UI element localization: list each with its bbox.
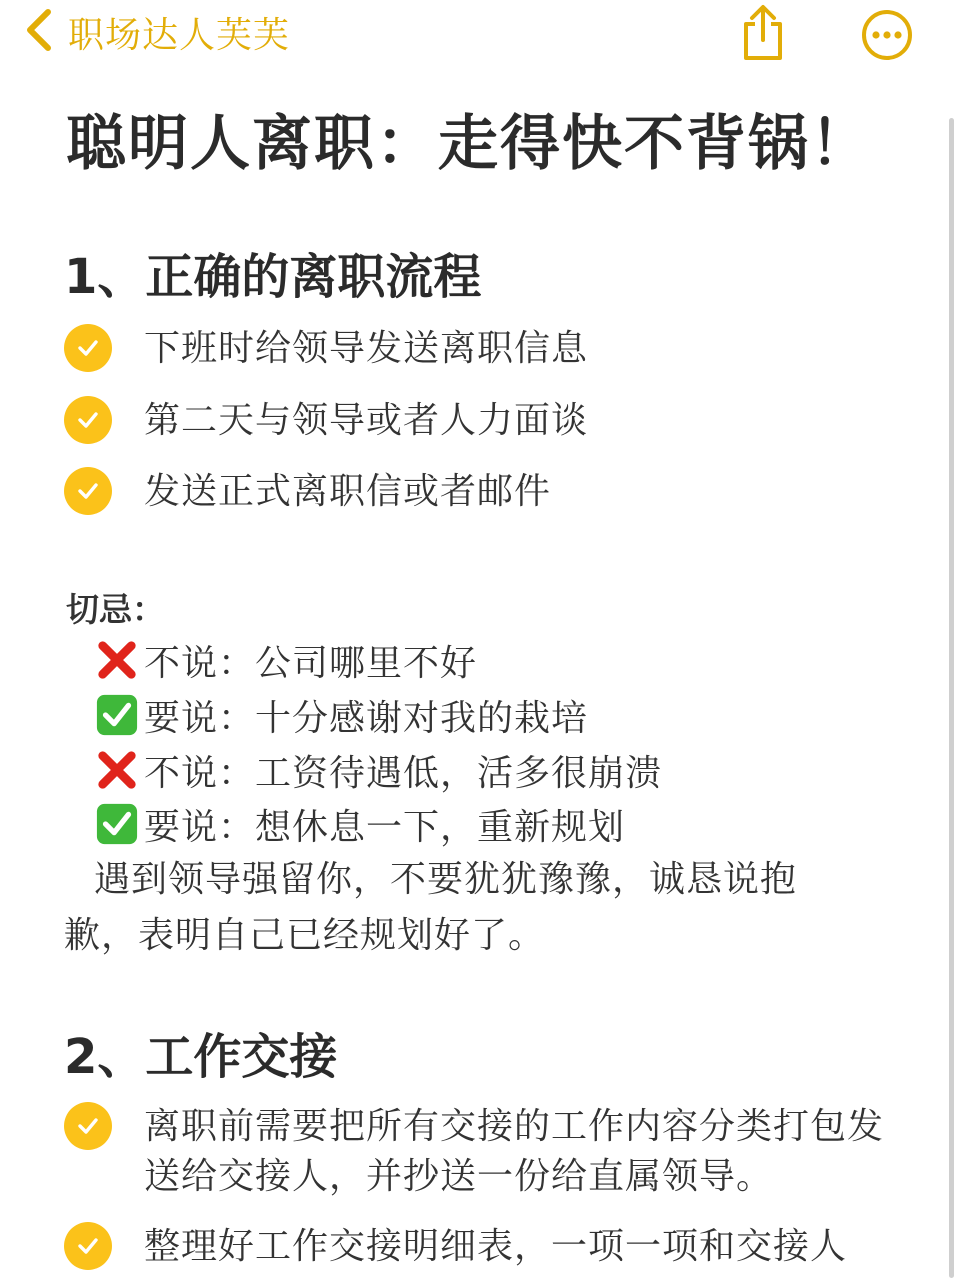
back-button-label: 职场达人芙芙 [68, 14, 291, 56]
checklist-item-text: 发送正式离职信或者邮件 [144, 471, 552, 512]
caution-label: 切忌： [66, 590, 165, 629]
section-heading-1: 1、正确的离职流程 [64, 249, 482, 305]
section-heading-2: 2、工作交接 [64, 1029, 338, 1085]
checklist-item-text: 下班时给领导发送离职信息 [144, 328, 589, 369]
checklist-item[interactable] [64, 1222, 894, 1272]
dont-say-line [94, 744, 662, 796]
cross-mark-icon [94, 637, 140, 683]
check-mark-icon [94, 801, 140, 847]
checklist-item[interactable] [64, 324, 894, 374]
do-say-line [94, 798, 625, 850]
checkmark-circle-icon[interactable] [64, 396, 112, 444]
do-say-text: 要说：十分感谢对我的栽培 [144, 697, 589, 739]
cross-mark-icon [94, 747, 140, 793]
check-mark-icon [94, 692, 140, 738]
dont-say-line [94, 634, 477, 686]
checkmark-circle-icon[interactable] [64, 1102, 112, 1150]
checklist-item-text: 离职前需要把所有交接的工作内容分类打包发送给交接人，并抄送一份给直属领导。 [144, 1106, 885, 1197]
do-say-text: 要说：想休息一下，重新规划 [144, 806, 626, 848]
advice-paragraph: 遇到领导强留你，不要犹犹豫豫，诚恳说抱歉，表明自己已经规划好了。 [64, 859, 798, 956]
dont-say-text: 不说：工资待遇低，活多很崩溃 [144, 752, 663, 794]
checkmark-circle-icon[interactable] [64, 1222, 112, 1270]
checklist-item[interactable] [64, 1102, 894, 1202]
checklist-item[interactable] [64, 467, 894, 517]
note-title: 聪明人离职：走得快不背锅！ [66, 109, 872, 179]
dont-say-text: 不说：公司哪里不好 [144, 642, 478, 684]
checklist-item[interactable] [64, 396, 894, 446]
do-say-line [94, 689, 588, 741]
checklist-item-text: 整理好工作交接明细表，一项一项和交接人 [144, 1226, 848, 1267]
checkmark-circle-icon[interactable] [64, 324, 112, 372]
checkmark-circle-icon[interactable] [64, 467, 112, 515]
checklist-item-text: 第二天与领导或者人力面谈 [144, 400, 589, 441]
